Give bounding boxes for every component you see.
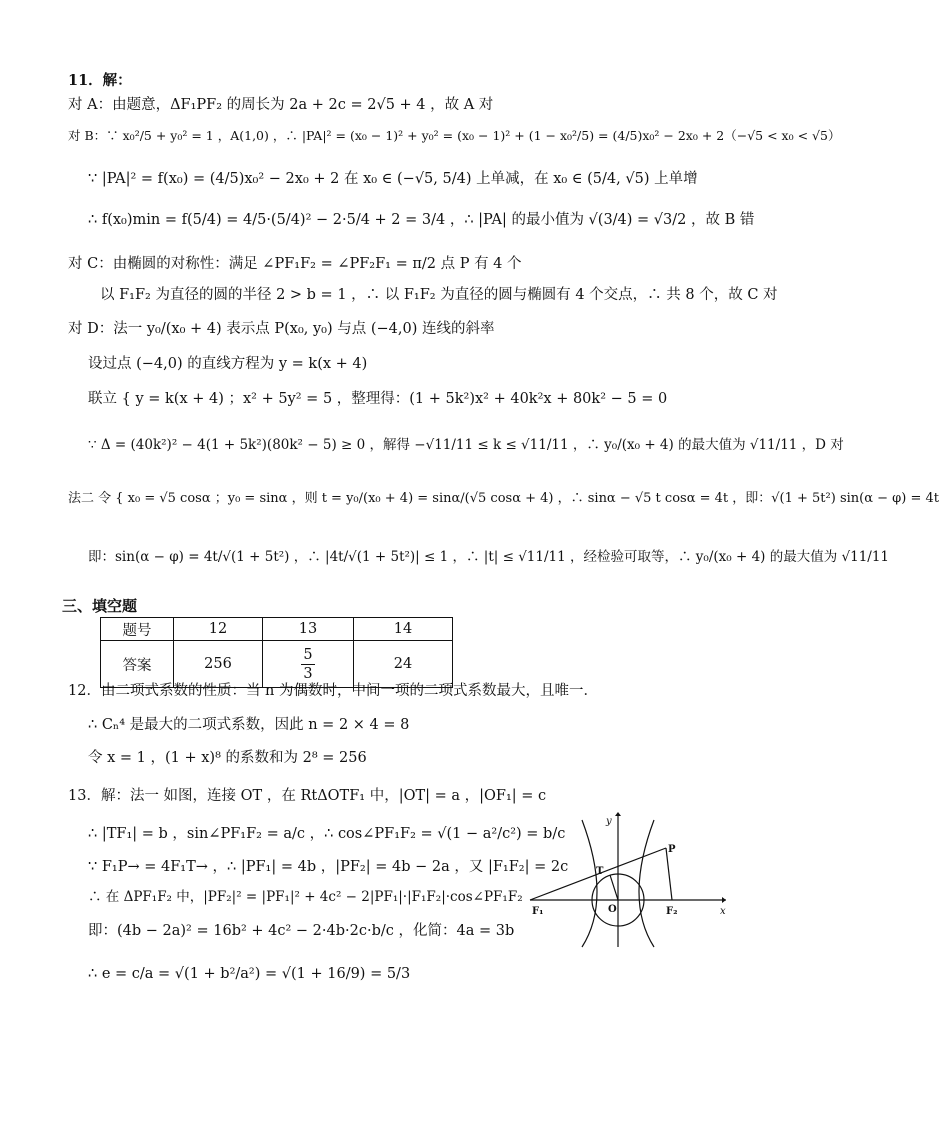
table-header-cell: 13	[263, 618, 354, 641]
q11-heading: 11．解：	[68, 72, 132, 89]
answer-14: 24	[354, 641, 453, 688]
hyperbola-right-branch	[639, 820, 654, 947]
table-row-label: 答案	[101, 641, 174, 688]
section-title-fill-in: 三、填空题	[62, 597, 138, 615]
q11-part-d-line1: 对 D：法一 y₀/(x₀ + 4) 表示点 P(x₀, y₀) 与点 (−4,0) 连线的斜率	[68, 321, 495, 337]
q13-line1: 13．解：法一 如图，连接 OT ，在 RtΔOTF₁ 中，|OT| = a ，|OF₁| = c	[68, 788, 547, 804]
label-o: O	[608, 904, 617, 915]
q11-part-b-line1: 对 B：∵ x₀²/5 + y₀² = 1 ，A(1,0) ，∴ |PA|² = (x₀ − 1)² + y₀² = (x₀ − 1)² + (1 − x₀²/5) = (4/5)x₀² − 2x₀ + 2（−√5 < x₀ < √5）	[68, 128, 841, 143]
x-axis-arrow-icon	[722, 897, 726, 903]
hyperbola-figure	[530, 812, 730, 947]
q13-line3: ∵ F₁P→ = 4F₁T→ ，∴ |PF₁| = 4b ，|PF₂| = 4b − 2a ，又 |F₁F₂| = 2c	[88, 859, 569, 875]
table-header-cell: 12	[174, 618, 263, 641]
answer-table	[100, 617, 453, 688]
q11-part-b-line3: ∴ f(x₀)min = f(5/4) = 4/5·(5/4)² − 2·5/4 + 2 = 3/4 ，∴ |PA| 的最小值为 √(3/4) = √3/2 ，故 B 错	[88, 212, 755, 228]
table-header-cell: 题号	[101, 618, 174, 641]
q11-part-a: 对 A：由题意，ΔF₁PF₂ 的周长为 2a + 2c = 2√5 + 4 ，故 A 对	[68, 97, 494, 113]
q11-part-b-line2: ∵ |PA|² = f(x₀) = (4/5)x₀² − 2x₀ + 2 在 x₀ ∈ (−√5, 5/4) 上单减，在 x₀ ∈ (5/4, √5) 上单增	[88, 171, 698, 187]
q11-part-c-line1: 对 C：由椭圆的对称性：满足 ∠PF₁F₂ = ∠PF₂F₁ = π/2 点 P 有 4 个	[68, 256, 522, 272]
answer-13	[263, 641, 354, 688]
fraction-denominator: 3	[303, 665, 313, 682]
q13-line6: ∴ e = c/a = √(1 + b²/a²) = √(1 + 16/9) = 5/3	[88, 966, 411, 982]
table-answer-row	[101, 641, 453, 688]
label-f1: F₁	[532, 906, 544, 917]
q11-part-d-method2: 法二 令 { x₀ = √5 cosα ；y₀ = sinα ，则 t = y₀/(x₀ + 4) = sinα/(√5 cosα + 4) ，∴ sinα − √5 t cosα = 4t ，即：√(1 + 5t²) sin(α − φ) = 4t	[68, 491, 939, 506]
answer-13-fraction	[301, 646, 314, 683]
q12-line1: 12．由二项式系数的性质：当 n 为偶数时，中间一项的二项式系数最大，且唯一．	[68, 683, 599, 699]
q13-line5: 即：(4b − 2a)² = 16b² + 4c² − 2·4b·2c·b/c ，化简：4a = 3b	[88, 923, 515, 939]
q11-part-d-line3: 联立 { y = k(x + 4) ；x² + 5y² = 5 ，整理得：(1 + 5k²)x² + 40k²x + 80k² − 5 = 0	[88, 391, 668, 407]
q12-line3: 令 x = 1 ，(1 + x)⁸ 的系数和为 2⁸ = 256	[88, 750, 367, 766]
answer-12: 256	[174, 641, 263, 688]
label-t: T	[596, 866, 604, 877]
label-p: P	[668, 844, 676, 855]
q13-line2: ∴ |TF₁| = b ，sin∠PF₁F₂ = a/c ，∴ cos∠PF₁F₂ = √(1 − a²/c²) = b/c	[88, 826, 566, 842]
q11-part-d-line2: 设过点 (−4,0) 的直线方程为 y = k(x + 4)	[88, 356, 368, 372]
q11-part-c-line2: 以 F₁F₂ 为直径的圆的半径 2 > b = 1 ，∴ 以 F₁F₂ 为直径的圆与椭圆有 4 个交点，∴ 共 8 个，故 C 对	[100, 287, 778, 303]
y-axis-arrow-icon	[615, 812, 621, 816]
table-header-row	[101, 618, 453, 641]
label-y: y	[606, 816, 612, 827]
label-x: x	[720, 906, 726, 917]
label-f2: F₂	[666, 906, 678, 917]
line-p-f2	[666, 848, 672, 900]
table-header-cell: 14	[354, 618, 453, 641]
hyperbola-left-branch	[582, 820, 597, 947]
fraction-numerator: 5	[303, 646, 313, 663]
segment-o-t	[610, 875, 618, 900]
q11-part-d-line4: ∵ Δ = (40k²)² − 4(1 + 5k²)(80k² − 5) ≥ 0 ，解得 −√11/11 ≤ k ≤ √11/11 ，∴ y₀/(x₀ + 4) 的最大值为 √11/11 ，D 对	[88, 437, 844, 453]
q13-line4: ∴ 在 ΔPF₁F₂ 中，|PF₂|² = |PF₁|² + 4c² − 2|PF₁|·|F₁F₂|·cos∠PF₁F₂	[88, 889, 523, 905]
q11-part-d-line6: 即：sin(α − φ) = 4t/√(1 + 5t²) ，∴ |4t/√(1 + 5t²)| ≤ 1 ，∴ |t| ≤ √11/11 ，经检验可取等，∴ y₀/(x₀ + 4) 的最大值为 √11/11	[88, 549, 890, 565]
q12-line2: ∴ Cₙ⁴ 是最大的二项式系数，因此 n = 2 × 4 = 8	[88, 717, 410, 733]
